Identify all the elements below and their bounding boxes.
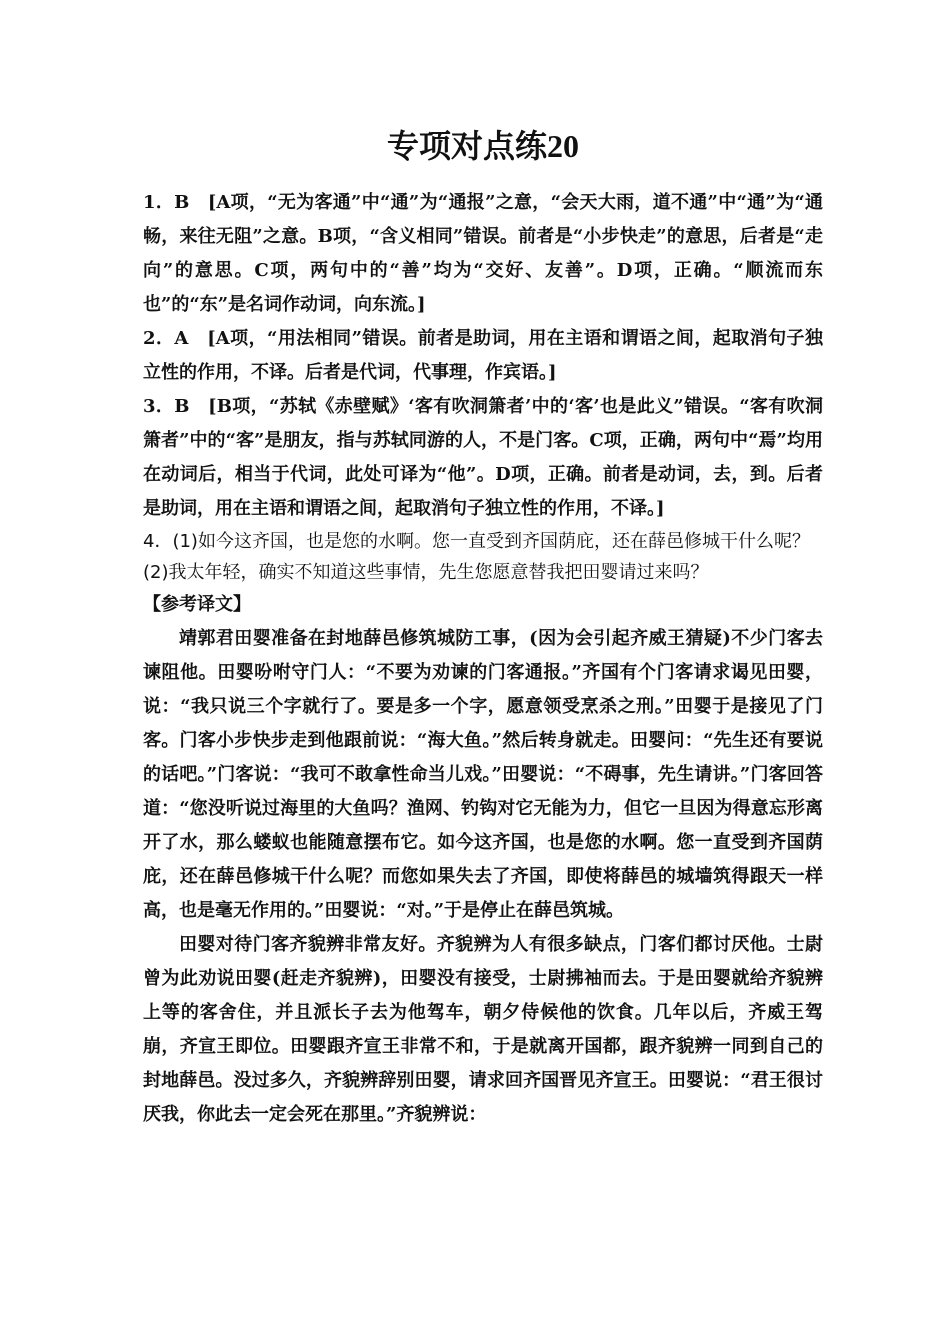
answer-4-part-2: (2)我太年轻，确实不知道这些事情，先生您愿意替我把田婴请过来吗？	[143, 562, 709, 583]
reference-paragraph-2: 田婴对待门客齐貌辨非常友好。齐貌辨为人有很多缺点，门客们都讨厌他。士尉曾为此劝说田婴(赶走齐貌辨)，田婴没有接受，士尉拂袖而去。于是田婴就给齐貌辨上等的客舍住，并且派长子去为他驾车，朝夕侍候他的饮食。几年以后，齐威王驾崩，齐宣王即位。田婴跟齐宣王非常不和，于是就离开国都，跟齐貌辨一同到自己的封地薛邑。没过多久，齐貌辨辞别田婴，请求回齐国晋见齐宣王。田婴说：“君王很讨厌我，你此去一定会死在那里。”齐貌辨说：	[143, 934, 823, 1125]
reference-heading: 【参考译文】	[143, 594, 251, 615]
answer-1: 1．B [A项，“无为客通”中“通”为“通报”之意，“会天大雨，道不通”中“通”为“通畅，来往无阻”之意。B项，“含义相同”错误。前者是“小步快走”的意思，后者是“走向”的意思。C项，两句中的“善”均为“交好、友善”。D项，正确。“顺流而东也”的“东”是名词作动词，向东流。]	[143, 192, 823, 315]
page-title: 专项对点练20	[386, 128, 579, 164]
reference-paragraph-1: 靖郭君田婴准备在封地薛邑修筑城防工事，(因为会引起齐威王猜疑)不少门客去谏阻他。田婴吩咐守门人：“不要为劝谏的门客通报。”齐国有个门客请求谒见田婴，说：“我只说三个字就行了。要是多一个字，愿意领受烹杀之刑。”田婴于是接见了门客。门客小步快步走到他跟前说：“海大鱼。”然后转身就走。田婴问：“先生还有要说的话吧。”门客说：“我可不敢拿性命当儿戏。”田婴说：“不碍事，先生请讲。”门客回答道：“您没听说过海里的大鱼吗？渔网、钓钩对它无能为力，但它一旦因为得意忘形离开了水，那么蝼蚁也能随意摆布它。如今这齐国，也是您的水啊。您一直受到齐国荫庇，还在薛邑修城干什么呢？而您如果失去了齐国，即使将薛邑的城墙筑得跟天一样高，也是毫无作用的。”田婴说：“对。”于是停止在薛邑筑城。	[143, 628, 823, 921]
document-page	[143, 120, 823, 1132]
answer-3: 3．B [B项，“苏轼《赤壁赋》‘客有吹洞箫者’中的‘客’也是此义”错误。“客有吹洞箫者”中的“客”是朋友，指与苏轼同游的人，不是门客。C项，正确，两句中“焉”均用在动词后，相当于代词，此处可译为“他”。D项，正确。前者是动词，去，到。后者是助词，用在主语和谓语之间，起取消句子独立性的作用，不译。]	[143, 396, 823, 519]
answer-4-part-1: 4．(1)如今这齐国，也是您的水啊。您一直受到齐国荫庇，还在薛邑修城干什么呢？	[143, 531, 810, 552]
answer-2: 2．A [A项，“用法相同”错误。前者是助词，用在主语和谓语之间，起取消句子独立性的作用，不译。后者是代词，代事理，作宾语。]	[143, 328, 823, 383]
